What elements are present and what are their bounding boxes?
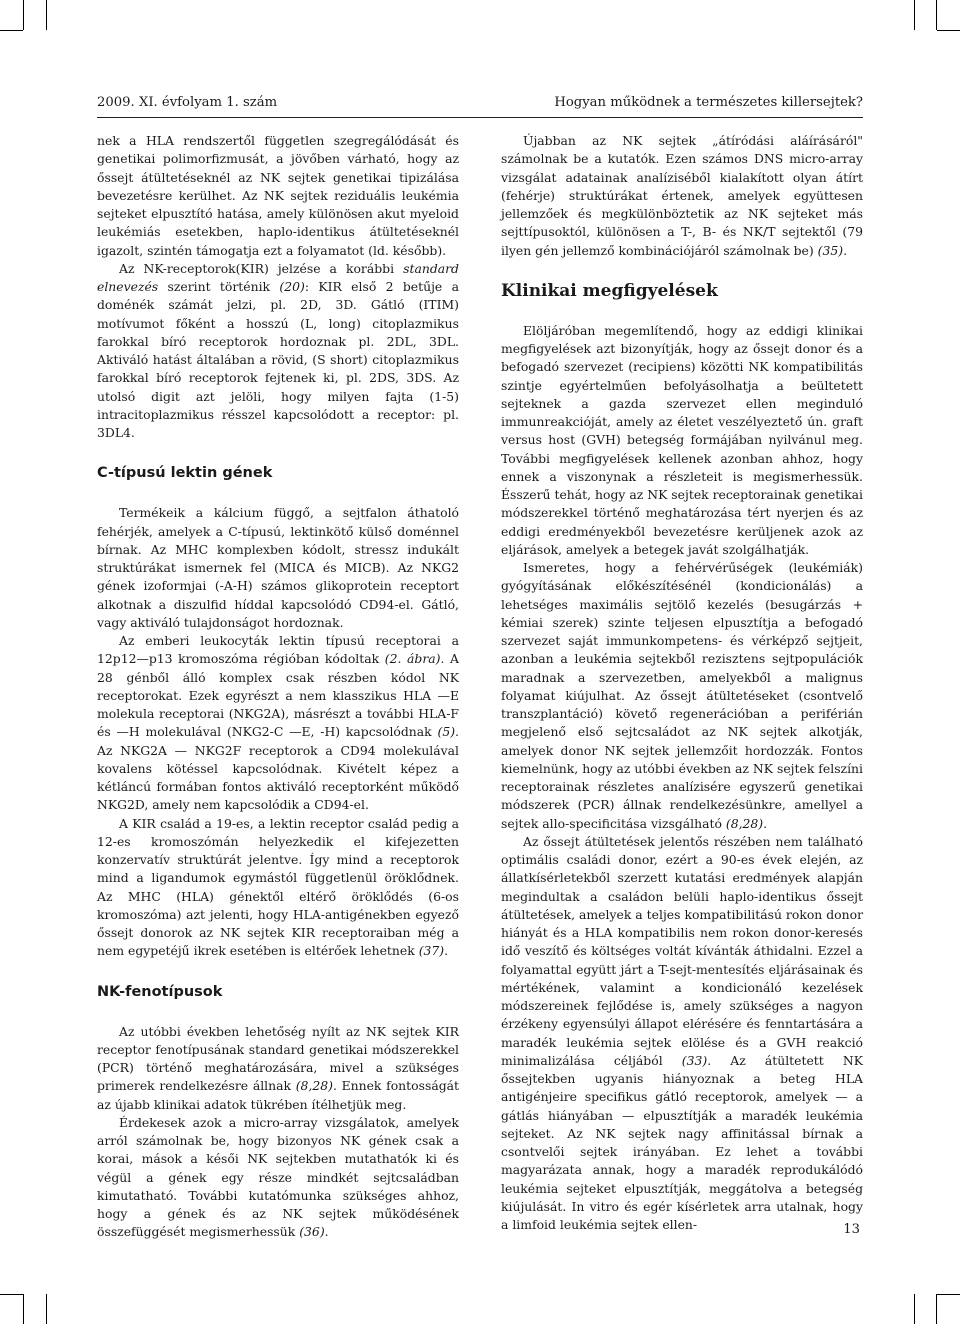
paragraph: Az emberi leukocyták lektin típusú receptorai a 12p12—p13 kromoszóma régióban kódoltak (2. ábra). A 28 génből álló komplex csak részben kódol NK receptorokat. Ezek egyrészt a nem klasszikus HLA —E molekula receptorai (NKG2A), másrészt a további HLA-F és —H molekulával (NKG2-C —E, -H) kapcsolódnak (5). Az NKG2A — NKG2F receptorok a CD94 molekulával kovalens kötéssel kapcsolódnak. Kivételt képez a kétláncú formában fontos aktiváló receptorként működő NKG2D, amely nem kapcsolódik a CD94-el. bbox=[97, 633, 460, 813]
citation: (20) bbox=[279, 279, 305, 294]
citation: (2. ábra) bbox=[384, 651, 441, 667]
paragraph: nek a HLA rendszertől független szegregálódását és genetikai polimorfizmusát, a jövőben várható, hogy az őssejt átültetéseknél az NK sejtek genetikai tipizálása bevezetésre kerülhet. Az NK sejtek reziduális leukémia sejteket elpusztító hatása, amely különösen akut myeloid leukémiás esetekben, haplo-identikus átültetéseknél igazolt, szintén támogatja ezt a folyamatot (ld. később). bbox=[97, 133, 459, 258]
paragraph: Érdekesek azok a micro-array vizsgálatok, amelyek arról számolnak be, hogy bizonyos NK gének csak a korai, mások a késői NK sejtekben mutathatók ki és végül a gének egy része mindkét sejtcsaládban kimutatható. További kutatómunka szükséges ahhoz, hogy a gének és az NK sejtek működésének összefüggését megismerhessük (36). bbox=[97, 1114, 459, 1240]
crop-mark-top-left-v2 bbox=[46, 0, 47, 30]
header-rule bbox=[97, 117, 863, 118]
section-heading: C-típusú lektin gének bbox=[97, 465, 273, 482]
header-article-title: Hogyan működnek a természetes killersejtek? bbox=[554, 95, 863, 110]
citation: (36) bbox=[299, 1224, 325, 1240]
page-number: 13 bbox=[843, 1222, 860, 1237]
crop-mark-bottom-left-h bbox=[0, 1294, 23, 1295]
crop-mark-top-right-h bbox=[937, 30, 960, 31]
crop-mark-bottom-right-h bbox=[937, 1294, 960, 1295]
paragraph: Az utóbbi években lehetőség nyílt az NK sejtek KIR receptor fenotípusának standard genetikai módszerekkel (PCR) történő meghatározására, mivel a szükséges primerek rendelkezésre állnak (8,28). Ennek fontosságát az újabb klinikai adatok tükrében ítélhetjük meg. bbox=[97, 1023, 459, 1112]
running-header bbox=[97, 95, 863, 115]
citation: (37) bbox=[418, 943, 445, 959]
crop-mark-bottom-left-v bbox=[23, 1294, 24, 1324]
citation: (8,28) bbox=[295, 1078, 333, 1094]
paragraph: Az őssejt átültetések jelentős részében nem található optimális családi donor, ezért a 90-es évek elején, az állatkísérletekből szerzett kutatási eredmények alapján megindultak a családon belüli haplo-identikus őssejt átültetések, amelyek a teljes kompatibilitású rokon donor hiányát és a HLA kompatibilis nem rokon donor-keresés idő veszítő és költséges voltát kívánták áthidalni. Ezzel a folyamattal együtt járt a T-sejt-mentesítés eljárásainak és mértékének, valamint a kondicionáló kezelések módszereinek fejlődése is, amely szükséges a nagyon érzékeny egyensúlyi állapot elérésére és fenntartására a maradék leukémia sejtek elölése és a GVH reakció minimalizálása céljából (33). Az átültetett NK őssejtekben ugyanis hiányoznak a beteg HLA antigénjeire specifikus gátló receptorok, amelyek — a gátlás hiányában — elpusztítják a maradék leukémia sejteket. Az NK sejtek nagy affinitással bírnak a csontvelői sejtek irányában. Ez lehet a további magyarázata annak, hogy a maradék reprodukálódó leukémia sejteket elpusztítják, meggátolva a betegség kiújulását. In vitro és egér kísérletek arra utalnak, hogy a limfoid leukémia sejtek ellen- bbox=[501, 833, 863, 1232]
section-heading: Klinikai megfigyelések bbox=[501, 280, 718, 301]
crop-mark-bottom-right-v2 bbox=[936, 1294, 937, 1324]
paragraph: Az NK-receptorok(KIR) jelzése a korábbi standard elnevezés szerint történik (20): KIR első 2 betűje a doménék számát jelzi, pl. 2D, 3D. Gátló (ITIM) motívumot főként a hosszú (L, long) citoplazmikus farokkal bíró receptorok hordoznak pl. 2DL, 3DL. Aktiváló hatást általában a rövid, (S short) citoplazmikus farokkal bíró receptorok fejtenek ki, pl. 2DS, 3DS. Az utolsó digit azt jelöli, hogy milyen fajta (1-5) intracitoplazmikus résszel kapcsolódott a receptor: pl. 3DL4. bbox=[97, 260, 459, 440]
header-issue: 2009. XI. évfolyam 1. szám bbox=[97, 95, 278, 110]
crop-mark-top-right-v bbox=[914, 0, 915, 30]
crop-mark-top-right-v2 bbox=[936, 0, 937, 30]
paragraph: Elöljáróban megemlítendő, hogy az eddigi klinikai megfigyelések azt bizonyítják, hogy az őssejt donor és a befogadó szervezet (recipiens) közötti NK kompatibilitás szintje egyértelműen befolyásolhatja a beültetett sejteknek a gazda szervezet ellen meginduló immunreakcióját, amely az életet veszélyeztető ún. graft versus host (GVH) betegség formájában nyilvánul meg. További megfigyelések kellenek azonban ahhoz, hogy ennek a viszonynak a részleteit is megismerhessük. Ésszerű tehát, hogy az NK sejtek receptorainak genetikai módszerekkel történő meghatározása tért nyerjen és az eddigi eredményekből bevezetésre kerüljenek azok az eljárások, amelyek a betegek javát szolgálhatják. bbox=[501, 322, 863, 557]
crop-mark-top-left-v bbox=[23, 0, 24, 30]
section-heading: NK-fenotípusok bbox=[97, 983, 223, 1000]
citation: (35) bbox=[817, 242, 844, 258]
crop-mark-bottom-right-v bbox=[914, 1294, 915, 1324]
citation: (5) bbox=[437, 724, 456, 740]
crop-mark-bottom-left-v2 bbox=[46, 1294, 47, 1324]
paragraph: A KIR család a 19-es, a lektin receptor család pedig a 12-es kromoszómán helyezkedik el kifejezetten konzervatív struktúrát jelentve. Így mind a receptorok mind a ligandumok egymástól függetlenül öröklődnek. Az MHC (HLA) génektől eltérő öröklődés (6-os kromoszóma) azt jelenti, hogy HLA-antigénekben egyező őssejt donorok az NK sejtek KIR receptoraiban még a nem egypetéjű ikrek esetében is eltérőek lehetnek (37). bbox=[97, 815, 459, 959]
paragraph: Újabban az NK sejtek „átíródási aláírásáról" számolnak be a kutatók. Ezen számos DNS micro-array vizsgálat adatainak analíziséből kialakított olyan átírt (fehérje) struktúrákat értenek, amelyek együttesen jellemzőek és megkülönböztetik az NK sejteket más sejttípusoktól, különösen a T-, B- és NK/T sejtektől (79 ilyen gén jellemző kombinációjáról számolnak be) (35). bbox=[501, 133, 863, 258]
citation: (33) bbox=[681, 1052, 708, 1068]
paragraph: Termékeik a kálcium függő, a sejtfalon áthatoló fehérjék, amelyek a C-típusú, lektinkötő külső doménnel bírnak. Az MHC komplexben kódolt, stressz indukált struktúrákat ismernek fel (MICA és MICB). Az NKG2 gének izoformjai (-A-H) számos glikoprotein receptort alkotnak a diszulfid híddal kapcsolódó CD94-el. Gátló, vagy aktiváló tulajdonságot hordoznak. bbox=[97, 505, 459, 630]
paragraph: Ismeretes, hogy a fehérvérűségek (leukémiák) gyógyításának előkészítésénél (kondicionálás) a lehetséges maximális sejtölő kezelés (besugárzás + kémiai szerek) szinte teljesen elpusztítja a befogadó szervezet saját immunkompetens- és vérképző sejtjeit, azonban a leukémia sejtekből rezisztens sejtpopulációk maradnak a szervezetben, amelyekből a malignus folyamat kiújulhat. Az őssejt átültetéseket (csontvelő transzplantáció) követő regenerációban a periférián megjelenő első sejtcsaládot az NK sejtek alkotják, amelyek donor NK sejtek jellemzőit hordozzák. Fontos kiemelnünk, hogy az utóbbi években az NK sejtek felszíni receptorainak részletes analízisére egyszerű genetikai módszerek (PCR) állnak rendelkezésünkre, amellyel a sejtek allo-specificitása vizsgálható (8,28). bbox=[501, 560, 863, 831]
citation: (8,28) bbox=[725, 815, 764, 831]
crop-mark-top-left-h bbox=[0, 30, 23, 31]
left-column bbox=[97, 132, 459, 1242]
right-column bbox=[501, 132, 863, 1234]
